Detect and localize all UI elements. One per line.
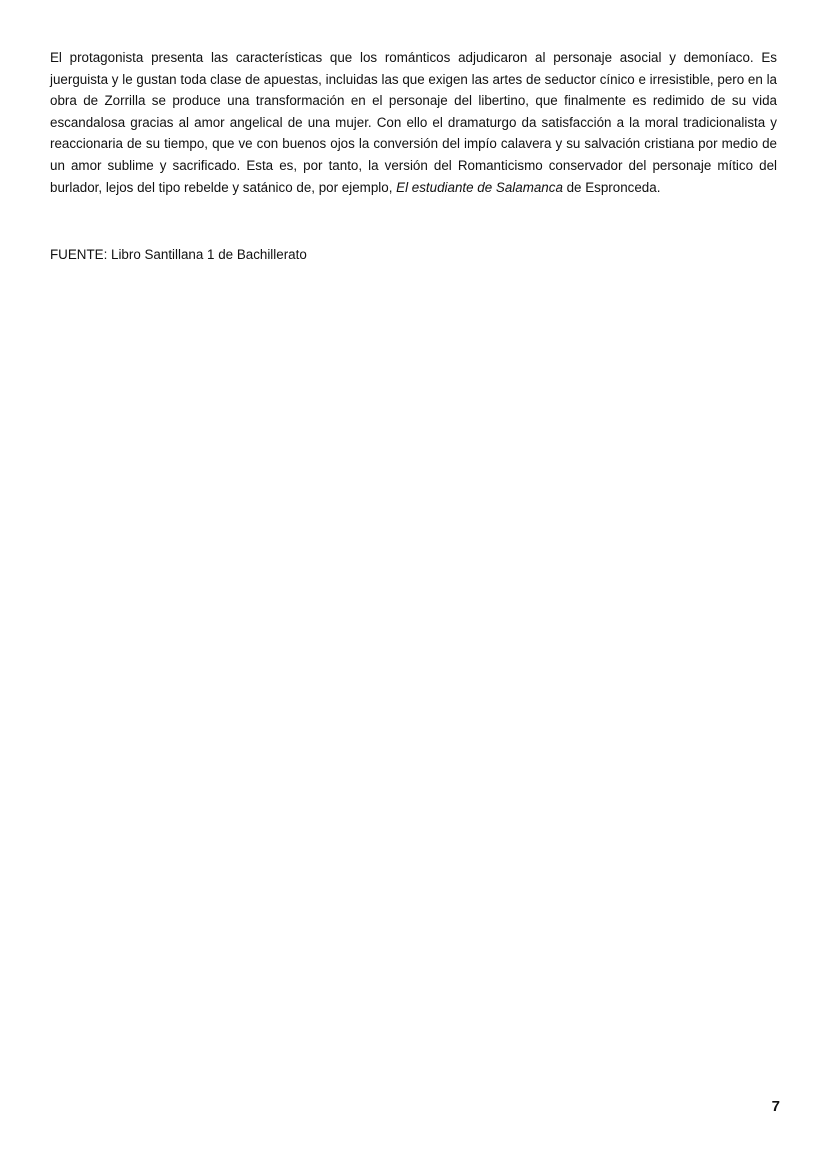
paragraph-text-end: de Espronceda. xyxy=(562,179,661,195)
body-paragraph xyxy=(50,47,777,198)
book-title-italic: El estudiante de Salamanca xyxy=(396,179,563,195)
source-citation: FUENTE: Libro Santillana 1 de Bachillerato xyxy=(50,247,307,262)
paragraph-text-start: El protagonista presenta las características que los románticos adjudicaron al personaje asocial y demoníaco. Es juerguista y le gustan toda clase de apuestas, incluidas las que exigen las artes de seductor cínico e irresistible, pero en la obra de Zorrilla se produce una transformación en el personaje del libertino, que finalmente es redimido de su vida escandalosa gracias al amor angelical de una mujer. Con ello el dramaturgo da satisfacción a la moral tradicionalista y reaccionaria de su tiempo, que ve con buenos ojos la conversión del impío calavera y su salvación cristiana por medio de un amor sublime y sacrificado. Esta es, por tanto, la versión del Romanticismo conservador del personaje mítico del burlador, lejos del tipo rebelde y satánico de, por ejemplo, xyxy=(50,50,777,195)
page-number: 7 xyxy=(771,1098,780,1115)
